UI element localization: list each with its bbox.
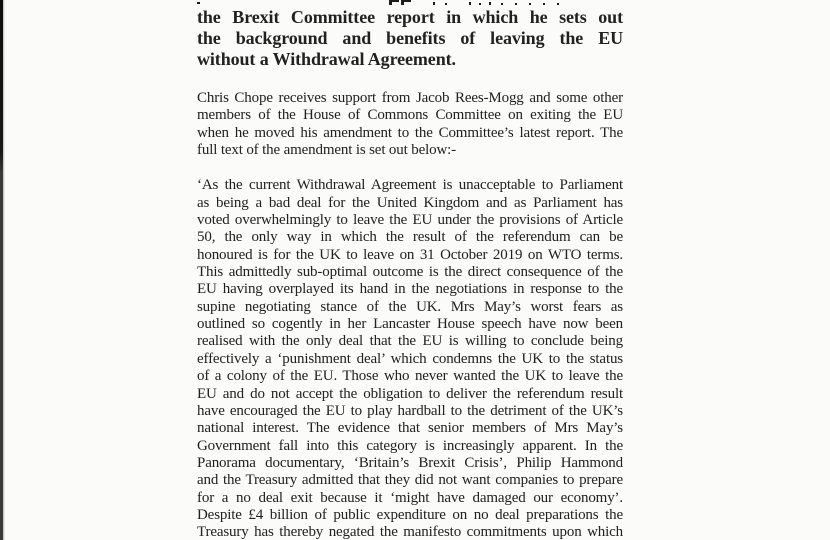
text-line: of a colony of the EU. Those who never wanted the UK to leave the bbox=[197, 368, 623, 385]
intro-paragraph bbox=[197, 90, 623, 159]
text-line: have encouraged the EU to play hardball to the detriment of the UK’s bbox=[197, 402, 623, 419]
text-line: Chris Chope receives support from Jacob Rees-Mogg and some other bbox=[197, 90, 623, 106]
document-text-column bbox=[197, 0, 623, 540]
headline-line: without a Withdrawal Agreement. bbox=[197, 49, 456, 69]
text-line: EU having overplayed its hand in the negotiations in response to the bbox=[197, 281, 623, 298]
text-line: effectively a ‘punishment deal’ which condemns the UK to the status bbox=[197, 350, 623, 367]
text-line: Panorama documentary, ‘Britain’s Brexit Crisis’, Philip Hammond bbox=[197, 454, 623, 471]
cropped-line-fragments bbox=[197, 0, 623, 5]
text-line: national interest. The evidence that senior members of Mrs May’s bbox=[197, 420, 623, 437]
text-line: This admittedly sub-optimal outcome is the direct consequence of the bbox=[197, 264, 623, 281]
amendment-text bbox=[197, 177, 623, 540]
headline-line: the Brexit Committee report in which he sets out bbox=[197, 7, 623, 27]
text-line: 50, the only way in which the result of the referendum can be bbox=[197, 229, 623, 246]
text-line: EU and do not accept the obligation to deliver the referendum result bbox=[197, 385, 623, 402]
text-line: Government fall into this category is increasingly apparent. In the bbox=[197, 437, 623, 454]
text-line: full text of the amendment is set out below:- bbox=[197, 142, 457, 159]
text-line: supine negotiating stance of the UK. Mrs May’s worst fears as bbox=[197, 298, 623, 315]
text-line: and the Treasury admitted that they did not want companies to prepare bbox=[197, 472, 623, 489]
text-line: ‘As the current Withdrawal Agreement is unacceptable to Parliament bbox=[197, 177, 623, 194]
text-line: when he moved his amendment to the Committee’s latest report. The bbox=[197, 124, 623, 141]
text-line: members of the House of Commons Committee on exiting the EU bbox=[197, 107, 623, 124]
headline-line: the background and benefits of leaving the EU bbox=[197, 28, 623, 48]
text-line: outlined so cogently in her Lancaster House speech have now been bbox=[197, 316, 623, 333]
headline bbox=[197, 7, 623, 70]
text-line: as being a bad deal for the United Kingdom and as Parliament has bbox=[197, 194, 623, 211]
scan-edge-shadow bbox=[3, 0, 5, 540]
text-line: for a no deal exit because it ‘might have damaged our economy’. bbox=[197, 489, 623, 506]
text-line: Treasury has thereby negated the manifesto commitments upon which bbox=[197, 524, 623, 540]
text-line: voted overwhelmingly to leave the EU under the provisions of Article bbox=[197, 212, 623, 229]
text-line: realised with the only deal that the EU is willing to conclude being bbox=[197, 333, 623, 350]
text-line: Despite £4 billion of public expenditure on no deal preparations the bbox=[197, 506, 623, 523]
text-line: honoured is for the UK to leave on 31 October 2019 on WTO terms. bbox=[197, 246, 623, 263]
